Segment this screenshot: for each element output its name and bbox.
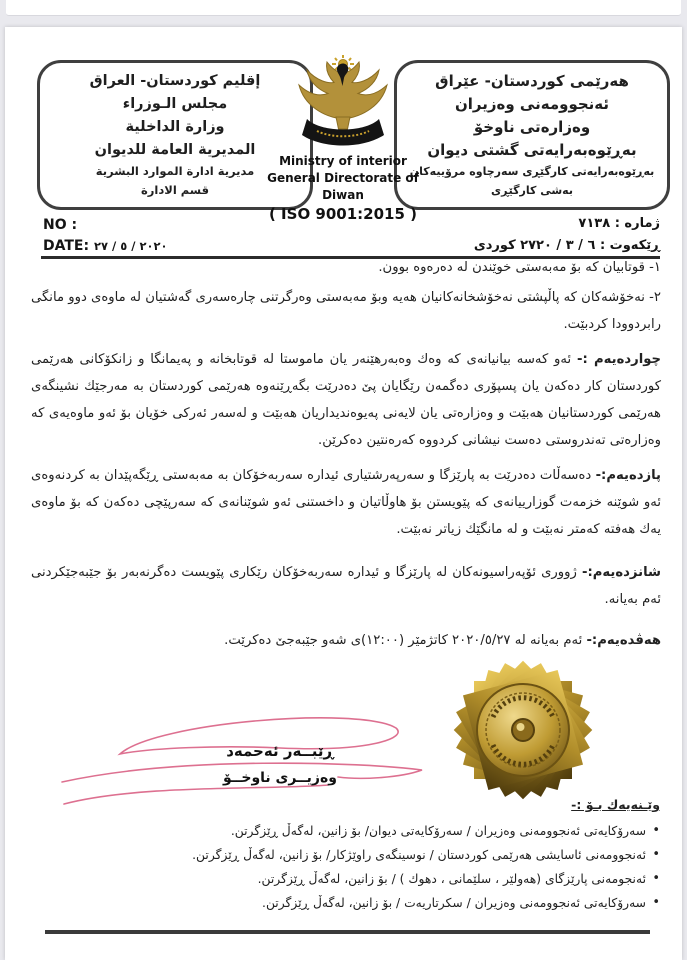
header-line: بەشی کارگێڕی xyxy=(491,184,573,197)
footer-rule xyxy=(45,930,650,934)
clause-lead: شانزدەیەم:- xyxy=(582,565,661,580)
clause-lead: هەڤدەیەم:- xyxy=(586,633,661,648)
cc-section xyxy=(35,797,660,915)
body-paragraph: ١- قوتابیان کە بۆ مەبەستی خوێندن لە دەرەوە بوون. xyxy=(378,260,661,275)
header-line: مجلس الـوزراء xyxy=(122,96,228,112)
header-line: وزارة الداخلية xyxy=(125,119,225,135)
no-label: NO : xyxy=(43,217,78,233)
bullet-icon: • xyxy=(652,823,660,838)
bullet-icon: • xyxy=(652,895,660,910)
signature-title: وەزیــری ناوخــۆ xyxy=(223,770,337,786)
body-text xyxy=(31,254,661,657)
cc-heading: وێـنەیەك بـۆ :- xyxy=(571,797,660,812)
header-line: بەڕێوەبەرایەتی کارگێڕی سەرچاوە مرۆییەکان xyxy=(409,165,655,178)
document-page xyxy=(5,27,682,960)
meta-left xyxy=(43,215,168,257)
cc-item: • سەرۆکایەتی ئەنجوومەنی وەزیران / سەرۆکایەتی دیوان/ بۆ زانین، لەگەڵ ڕێزگرتن. xyxy=(35,819,660,843)
clause-lead: چواردەیەم :- xyxy=(576,352,662,367)
previous-page-edge xyxy=(6,0,681,16)
header-line: بەڕێوەبەرایەتی گشتی دیوان xyxy=(427,141,637,159)
body-paragraph: شانزدەیەم:- ژووری ئۆپەراسیونەکان لە پارێزگا و ئیدارە سەربەخۆکان رێکاری پێویست دەگرنەبەر بۆ جێبەجێکردنی ئەم بەیانە. xyxy=(31,565,661,607)
body-paragraph: ٢- نەخۆشەکان کە پاڵپشتی نەخۆشخانەکانیان هەیە وبۆ مەبەستی وەرگرتنی چارەسەری گەشتیان لە ماوەی دوو مانگی رابردوودا کردبێت. xyxy=(31,290,661,332)
kurdish-date-label: ڕێکەوت : xyxy=(599,238,660,253)
header-line: قسم الادارة xyxy=(141,183,210,197)
header-line: ئەنجوومەنی وەزیران xyxy=(454,95,610,113)
body-paragraph: پازدەیەم:- دەسەڵات دەدرێت بە پارێزگا و سەرپەرشتیاری ئیدارە سەربەخۆکان بە مەبەستی ڕێگەپێدان بە کردنەوەی ئەو شوێنە خزمەت گوزارییانەی کە پێویستن بۆ هاوڵاتیان و داخستنی ئەو شوێنانەی کە سەرپێچی دەکەن کە بۆ ماوەی یەك هەفتە کەمتر نەبێت و لە مانگێك زیاتر نەبێت. xyxy=(31,468,661,537)
directorate-name-en: General Directorate of Diwan xyxy=(267,171,419,202)
header-center xyxy=(263,55,423,225)
body-paragraph: هەڤدەیەم:- ئەم بەیانە لە ٢٠٢٠/٥/٢٧ کاتژمێر (١٢:٠٠)ی شەو جێبەجێ دەکرێت. xyxy=(224,633,661,648)
cc-item: • ئەنجومەنی پارێزگای (هەولێر ، سلێمانی ، دهوك ) / بۆ زانین، لەگەڵ ڕێزگرتن. xyxy=(35,867,660,891)
signature-name: ڕێبــەر ئەحمەد xyxy=(226,742,334,760)
number-value: ٧١٣٨ xyxy=(578,216,611,231)
kurdish-date-value: ٦ / ٣ / ٢٧٢٠ کوردی xyxy=(473,238,596,253)
header-line: إقليم كوردستان- العراق xyxy=(89,73,261,89)
header-box-kurdish xyxy=(394,60,670,210)
header-line: هەرێمی کوردستان- عێراق xyxy=(435,72,629,90)
bullet-icon: • xyxy=(652,871,660,886)
cc-item: • ئەنجوومەنی ئاسایشی هەرێمی کوردستان / نوسینگەی راوێژکار/ بۆ زانین، لەگەڵ ڕێزگرتن. xyxy=(35,843,660,867)
meta-right xyxy=(474,213,660,257)
header-line: المديرية العامة للديوان xyxy=(94,142,256,158)
clause-lead: پازدەیەم:- xyxy=(595,468,661,483)
number-label: ژمارە : xyxy=(614,216,660,231)
gold-starburst-seal-icon xyxy=(448,655,598,809)
ministry-name-en: Ministry of interior xyxy=(279,154,407,168)
krg-eagle-emblem-icon xyxy=(263,55,423,153)
iso-certification: ( ISO 9001:2015 ) xyxy=(268,205,417,223)
header-line: وەزارەتی ناوخۆ xyxy=(473,118,591,136)
date-label: DATE: xyxy=(43,238,90,254)
bullet-icon: • xyxy=(652,847,660,862)
header-line: مديرية ادارة الموارد البشرية xyxy=(95,164,255,178)
cc-item: • سەرۆکایەتی ئەنجوومەنی وەزیران / سکرتاریەت / بۆ زانین، لەگەڵ ڕێزگرتن. xyxy=(35,891,660,915)
body-paragraph: چواردەیەم :- ئەو کەسە بیانیانەی کە وەك وەبەرهێنەر یان ماموستا لە قوتابخانە و پەیمانگا و زانکۆکانی هەرێمی کوردستان کار دەکەن یان پسپۆری دەگمەن رێگایان پێ دەدرێت بگەڕێنەوە هەرێمی کوردستان بە مەرجێك نشینگەی هەرێمی کوردستانیان هەبێت و وەزارەتی یان لایەنی پەیوەندیداریان هەبێت و لەسەر ئەرکی خۆیان بۆ ئەو ماوەیەی کە وەزارەتی تەندروستی دەست نیشانی کردووە کەرەنتین دەکرێن. xyxy=(31,352,662,448)
date-value: ٢٠٢٠ / ٥ / ٢٧ xyxy=(93,239,168,253)
